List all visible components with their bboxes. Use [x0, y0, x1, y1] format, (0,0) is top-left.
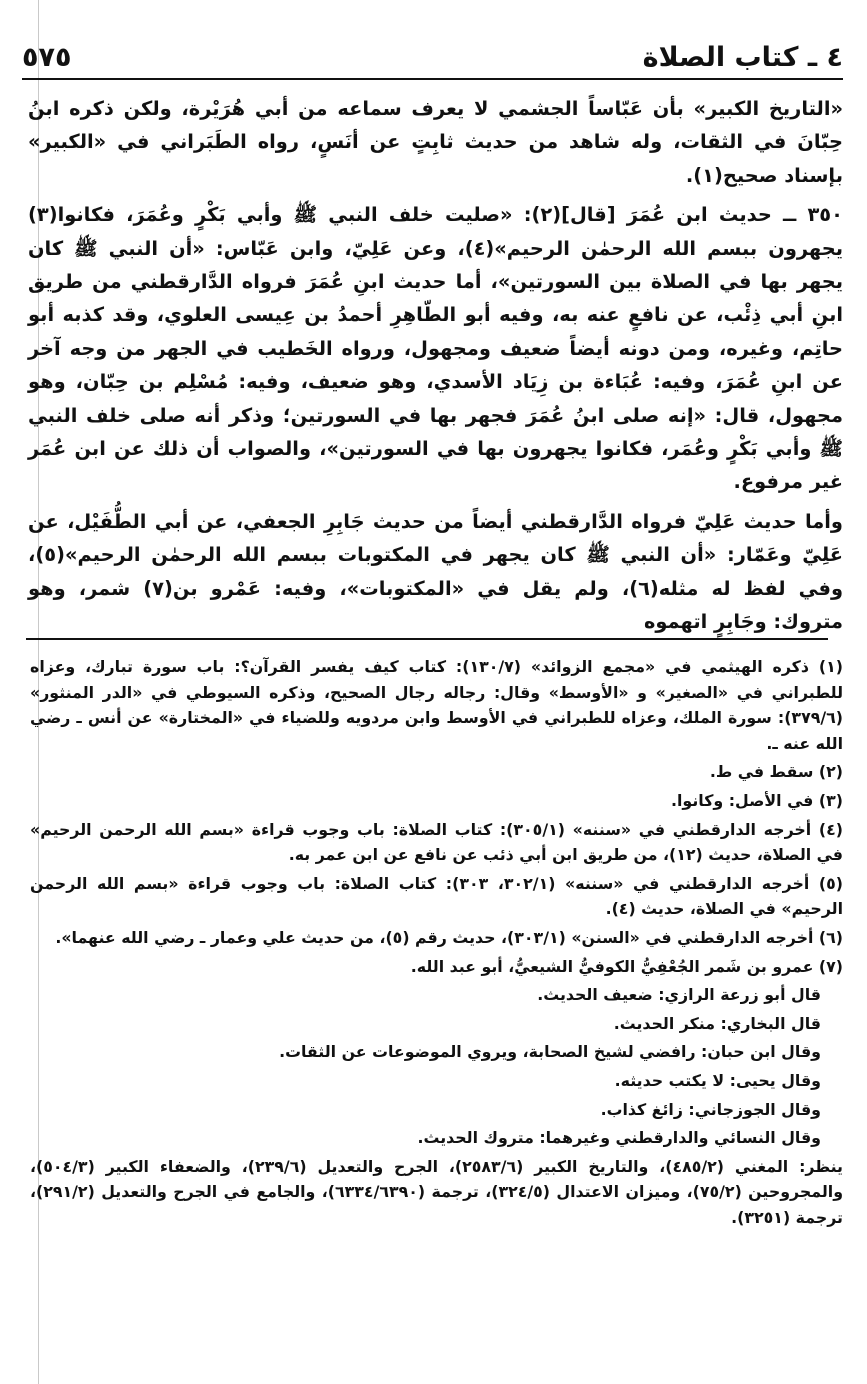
header-rule: [22, 78, 843, 80]
footnote-4: (٤) أخرجه الدارقطني في «سننه» (٣٠٥/١): كتاب الصلاة: باب وجوب قراءة «بسم الله الرحمن الرحيم» في الصلاة، حديث (١٢)، من طريق ابن أبي ذئب عن نافع عن ابن عمر به.: [30, 819, 843, 865]
footnote-6: (٦) أخرجه الدارقطني في «السنن» (٣٠٣/١)، حديث رقم (٥)، من حديث علي وعمار ـ رضي الله عنهما».: [55, 927, 843, 947]
footnotes: [30, 654, 843, 1233]
footnote-1: (١) ذكره الهيثمي في «مجمع الزوائد» (١٣٠/٧): كتاب كيف يفسر القرآن؟: باب سورة تبارك، وعزاه للطبراني في «الصغير» و «الأوسط» وقال: رجاله رجال الصحيح، وذكره السيوطي في «الدر المنثور» (٣٧٩/٦): سورة الملك، وعزاه للطبراني في الأوسط وابن مردويه وللضياء في «المختارة» عن أنس ـ رضي الله عنه ـ.: [30, 657, 843, 753]
footnote-3: (٣) في الأصل: وكانوا.: [671, 790, 843, 810]
footnote-rule: [26, 638, 828, 640]
footnote-7-detail: قال البخاري: منكر الحديث.: [613, 1013, 821, 1033]
footnote-2: (٢) سقط في ط.: [709, 762, 843, 782]
body-paragraph-hadith-350: ٣٥٠ ــ حديث ابن عُمَرَ [قال](٢): «صليت خلف النبي ﷺ وأبي بَكْرٍ وعُمَرَ، فكانوا(٣) يجهرون ببسم الله الرحمٰن الرحيم»(٤)، وعن عَلِيّ، وابن عَبّاس: «أن النبي ﷺ كان يجهر بها في الصلاة بين السورتين»، أما حديث ابنِ عُمَرَ فرواه الدَّارقطني من طريق ابنِ أبي ذِئْب، عن نافعٍ عنه به، وفيه أبو الطّاهِرِ أحمدُ بن عِيسى العلوي، وقد كذبه أبو حاتِم، وغيره، ومن دونه أيضاً ضعيف ومجهول، ورواه الخَطيب في الجهر من وجه آخر عن ابنِ عُمَرَ، وفيه: عُبَاءة بن زِيَاد الأسدي، وهو ضعيف، وفيه: مُسْلِم بن حِبّان، وهو مجهول، قال: «إنه صلى ابنُ عُمَرَ فجهر بها في السورتين؛ وذكر أنه صلى خلف النبي ﷺ وأبي بَكْرٍ وعُمَر، فكانوا يجهرون بها في السورتين»، والصواب أن ذلك عن ابن عُمَر غير مرفوع.: [28, 203, 843, 494]
body-paragraph-3: وأما حديث عَلِيّ فرواه الدَّارقطني أيضاً من حديث جَابِرِ الجعفي، عن أبي الطُّفَيْل، عن عَلِيّ وعَمّار: «أن النبي ﷺ كان يجهر في المكتوبات ببسم الله الرحمٰن الرحيم»(٥)، وفي لفظ له مثله(٦)، ولم يقل في «المكتوبات»، وفيه: عَمْرو بن(٧) شمر، وهو متروك: وجَابِرٍ اتهموه: [28, 509, 844, 634]
footnote-7-detail: وقال يحيى: لا يكتب حديثه.: [614, 1070, 821, 1090]
footnote-7-references: ينظر: المغني (٤٨٥/٢)، والتاريخ الكبير (٢٥٨٣/٦)، الجرح والتعديل (٢٣٩/٦)، والضعفاء الكبير (٥٠٤/٣)، والمجروحين (٧٥/٢)، وميزان الاعتدال (٣٢٤/٥)، ترجمة (٦٣٣٤/٦٣٩٠)، والجامع في الجرح والتعديل (٢٩١/٢)، ترجمة (٣٢٥١).: [30, 1156, 844, 1227]
footnote-5: (٥) أخرجه الدارقطني في «سننه» (٣٠٢/١، ٣٠٣): كتاب الصلاة: باب وجوب قراءة «بسم الله الرحمن الرحيم» في الصلاة، حديث (٤).: [30, 873, 843, 919]
footnote-7-detail: وقال الجوزجاني: زائغ كذاب.: [600, 1099, 821, 1119]
running-title: ٤ ـ كتاب الصلاة: [642, 42, 843, 73]
body-paragraph-1: «التاريخ الكبير» بأن عَبّاساً الجشمي لا يعرف سماعه من أبي هُرَيْرة، ولكن ذكره ابنُ حِبّانَ في الثقات، وله شاهد من حديث ثابِتٍ عن أنَسٍ، رواه الطَبَراني في «الكبير» بإسناد صحيح(١).: [28, 97, 843, 187]
footnote-7-detail: وقال ابن حبان: رافضي لشيخ الصحابة، ويروي الموضوعات عن الثقات.: [279, 1042, 821, 1062]
page-header: [22, 38, 843, 78]
footnote-7-detail: وقال النسائي والدارقطني وغيرهما: متروك الحديث.: [417, 1128, 821, 1148]
footnote-7-detail: قال أبو زرعة الرازي: ضعيف الحديث.: [537, 985, 821, 1005]
footnote-7: (٧) عمرو بن شَمر الجُعْفِيُّ الكوفيُّ الشيعيُّ، أبو عبد الله.: [410, 956, 843, 976]
page-number: ٥٧٥: [22, 42, 72, 73]
main-text: [28, 92, 843, 645]
